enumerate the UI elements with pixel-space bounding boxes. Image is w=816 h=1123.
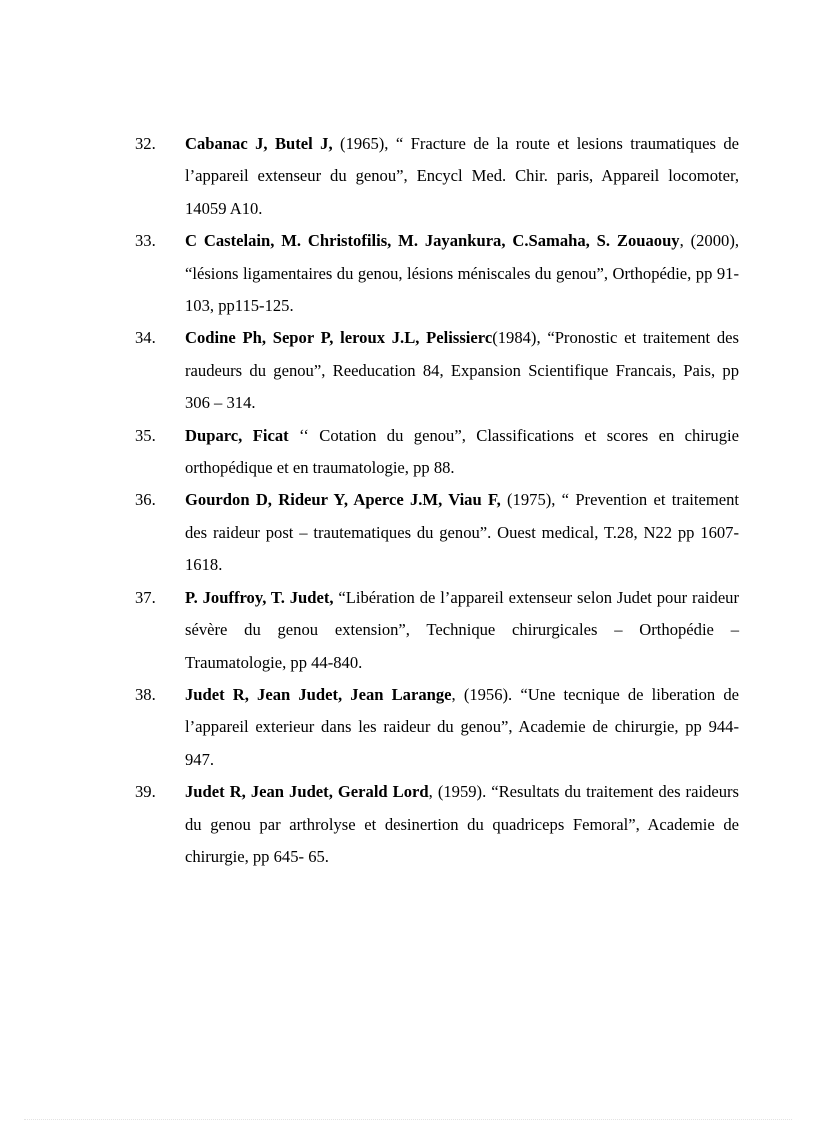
reference-number: 36. <box>135 490 156 510</box>
reference-item <box>135 322 739 419</box>
page-bottom-divider <box>24 1119 792 1120</box>
reference-number: 38. <box>135 684 156 704</box>
reference-citation: “Libération de l’appareil extenseur selon Judet pour raideur sévère du genou extension”, Technique chirurgicales – Orthopédie – Traumatologie, pp 44-840. <box>185 587 740 672</box>
reference-number: 34. <box>135 328 156 348</box>
reference-authors: P. Jouffroy, T. Judet, <box>185 587 334 607</box>
reference-citation: (1975), “ Prevention et traitement des raideur post – trautematiques du genou”. Ouest medical, T.28, N22 pp 1607-1618. <box>185 490 739 575</box>
reference-authors: Judet R, Jean Judet, Gerald Lord <box>185 782 429 802</box>
reference-citation: , (1959). “Resultats du traitement des raideurs du genou par arthrolyse et desinertion du quadriceps Femoral”, Academie de chirurgie, pp 645- 65. <box>185 782 740 866</box>
reference-authors: Duparc, Ficat <box>185 425 289 445</box>
reference-authors: C Castelain, M. Christofilis, M. Jayankura, C.Samaha, S. Zouaouy <box>185 231 680 251</box>
reference-number: 32. <box>135 134 156 153</box>
reference-number: 39. <box>135 782 156 802</box>
reference-item <box>135 484 739 581</box>
reference-item <box>135 679 739 776</box>
reference-item <box>135 225 739 322</box>
reference-number: 37. <box>135 587 156 607</box>
reference-authors: Judet R, Jean Judet, Jean Larange <box>185 684 452 704</box>
reference-citation: (1984), “Pronostic et traitement des raudeurs du genou”, Reeducation 84, Expansion Scientifique Francais, Pais, pp 306 – 314. <box>185 328 739 413</box>
reference-authors: Codine Ph, Sepor P, leroux J.L, Pelissierc <box>185 328 493 348</box>
reference-citation: , (2000), “lésions ligamentaires du genou, lésions méniscales du genou”, Orthopédie, pp 91-103, pp115-125. <box>185 231 739 316</box>
reference-citation: , (1956). “Une tecnique de liberation de l’appareil exterieur dans les raideur du genou”, Academie de chirurgie, pp 944-947. <box>185 684 739 769</box>
reference-number: 35. <box>135 425 156 445</box>
reference-item <box>135 420 739 485</box>
reference-list <box>135 128 739 873</box>
reference-item <box>135 128 739 225</box>
reference-citation: (1965), “ Fracture de la route et lesions traumatiques de l’appareil extenseur du genou”, Encycl Med. Chir. paris, Appareil locomoter, 14059 A10. <box>185 134 739 218</box>
reference-item <box>135 582 739 679</box>
reference-citation: ‘‘ Cotation du genou”, Classifications et scores en chirugie orthopédique et en traumatologie, pp 88. <box>185 425 739 478</box>
reference-item <box>135 776 739 873</box>
reference-authors: Cabanac J, Butel J, <box>185 134 333 153</box>
reference-authors: Gourdon D, Rideur Y, Aperce J.M, Viau F, <box>185 490 501 510</box>
reference-number: 33. <box>135 231 156 251</box>
